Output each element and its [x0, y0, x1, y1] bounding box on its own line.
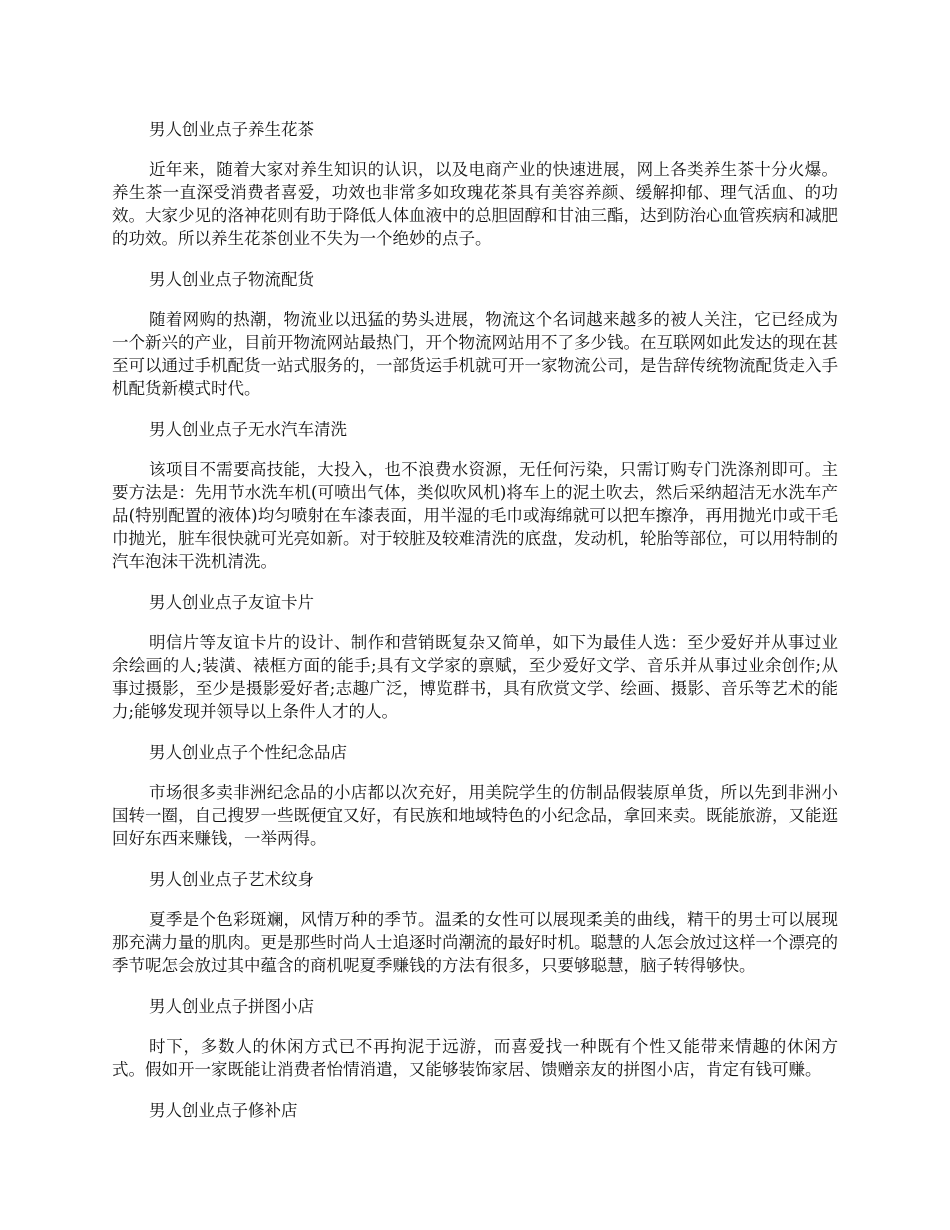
section-heading-herbal-tea: 男人创业点子养生花茶: [149, 120, 314, 139]
section-heading-car-wash: 男人创业点子无水汽车清洗: [149, 420, 347, 439]
section-heading-repair-shop: 男人创业点子修补店: [149, 1101, 298, 1120]
section-body-car-wash: 该项目不需要高技能，大投入，也不浪费水资源，无任何污染，只需订购专门洗涤剂即可。主要方法是：先用节水洗车机(可喷出气体，类似吹风机)将车上的泥土吹去，然后采纳超洁无水洗车产品(特别配置的液体)均匀喷射在车漆表面，用半湿的毛巾或海绵就可以把车擦净，再用抛光巾或干毛巾抛光，脏车很快就可光亮如新。对于较脏及较难清洗的底盘，发动机，轮胎等部位，可以用特制的汽车泡沫干洗机清洗。: [112, 460, 838, 571]
section-body-greeting-cards: 明信片等友谊卡片的设计、制作和营销既复杂又简单，如下为最佳人选：至少爱好并从事过业余绘画的人;装潢、裱框方面的能手;具有文学家的禀赋，至少爱好文学、音乐并从事过业余创作;从事过摄影，至少是摄影爱好者;志趣广泛，博览群书，具有欣赏文学、绘画、摄影、音乐等艺术的能力;能够发现并领导以上条件人才的人。: [112, 633, 838, 721]
section-heading-tattoo: 男人创业点子艺术纹身: [149, 870, 314, 889]
document-page: [112, 118, 838, 1122]
section-body-logistics: 随着网购的热潮，物流业以迅猛的势头进展，物流这个名词越来越多的被人关注，它已经成为一个新兴的产业，目前开物流网站最热门，开个物流网站用不了多少钱。在互联网如此发达的现在甚至可以通过手机配货一站式服务的，一部货运手机就可开一家物流公司，是告辞传统物流配货走入手机配货新模式时代。: [112, 310, 838, 398]
section-body-tattoo: 夏季是个色彩斑斓，风情万种的季节。温柔的女性可以展现柔美的曲线，精干的男士可以展现那充满力量的肌肉。更是那些时尚人士追逐时尚潮流的最好时机。聪慧的人怎会放过这样一个漂亮的季节呢怎会放过其中蕴含的商机呢夏季赚钱的方法有很多，只要够聪慧，脑子转得够快。: [112, 910, 838, 975]
section-heading-puzzle-shop: 男人创业点子拼图小店: [149, 997, 314, 1016]
section-heading-greeting-cards: 男人创业点子友谊卡片: [149, 593, 314, 612]
section-body-souvenir-shop: 市场很多卖非洲纪念品的小店都以次充好，用美院学生的仿制品假装原单货，所以先到非洲小国转一圈，自己搜罗一些既便宜又好，有民族和地域特色的小纪念品，拿回来卖。既能旅游，又能逛回好东西来赚钱，一举两得。: [112, 783, 838, 848]
section-heading-souvenir-shop: 男人创业点子个性纪念品店: [149, 743, 347, 762]
section-body-puzzle-shop: 时下，多数人的休闲方式已不再拘泥于远游，而喜爱找一种既有个性又能带来情趣的休闲方式。假如开一家既能让消费者怡情消遣，又能够装饰家居、馈赠亲友的拼图小店，肯定有钱可赚。: [112, 1037, 838, 1079]
section-body-herbal-tea: 近年来，随着大家对养生知识的认识，以及电商产业的快速进展，网上各类养生茶十分火爆。养生茶一直深受消费者喜爱，功效也非常多如玫瑰花茶具有美容养颜、缓解抑郁、理气活血、的功效。大家少见的洛神花则有助于降低人体血液中的总胆固醇和甘油三酯，达到防治心血管疾病和减肥的功效。所以养生花茶创业不失为一个绝妙的点子。: [112, 160, 838, 248]
section-heading-logistics: 男人创业点子物流配货: [149, 270, 314, 289]
